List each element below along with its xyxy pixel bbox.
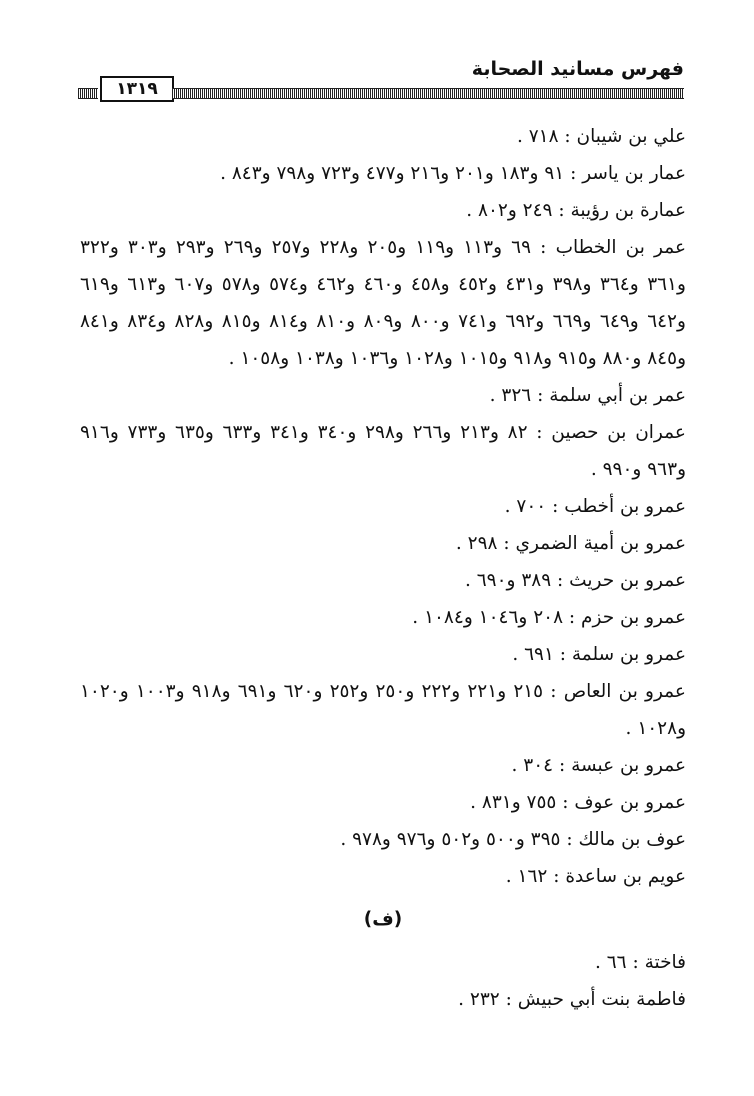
- entry-separator: :: [552, 200, 571, 221]
- entry-separator: :: [564, 163, 583, 184]
- index-entry: [80, 673, 686, 747]
- entry-separator: :: [556, 792, 575, 813]
- index-entry: [80, 118, 686, 155]
- entry-separator: :: [546, 496, 565, 517]
- entry-refs: ٢٤٩ و٨٠٢ .: [466, 200, 553, 221]
- entry-refs: ٧٠٠ .: [504, 496, 547, 517]
- entry-refs: ٣٢٦ .: [489, 385, 532, 406]
- header-rule: [172, 88, 684, 99]
- index-entry: [80, 599, 686, 636]
- entries-before: [80, 118, 686, 895]
- index-entry: [80, 747, 686, 784]
- entry-refs: ٢١٥ و٢٢١ و٢٢٢ و٢٥٠ و٢٥٢ و٦٢٠ و٦٩١ و٩١٨ و١٠٠٣ و١٠٢٠ و١٠٢٨ .: [80, 681, 686, 739]
- entry-separator: :: [551, 570, 570, 591]
- entries-after: [80, 944, 686, 1018]
- index-entry: [80, 981, 686, 1018]
- entry-separator: :: [527, 422, 552, 443]
- entry-refs: ٩١ و١٨٣ و٢٠١ و٢١٦ و٤٧٧ و٧٢٣ و٧٩٨ و٨٤٣ .: [220, 163, 565, 184]
- entry-name: عمرو بن سلمة: [571, 644, 686, 665]
- entry-separator: :: [499, 989, 518, 1010]
- entry-separator: :: [626, 952, 645, 973]
- section-letter: (ف): [363, 909, 403, 930]
- entry-separator: :: [553, 644, 572, 665]
- entry-name: فاطمة بنت أبي حبيش: [517, 989, 686, 1010]
- index-entry: [80, 488, 686, 525]
- entry-name: عمرو بن حزم: [581, 607, 686, 628]
- entry-refs: ٣٩٥ و٥٠٠ و٥٠٢ و٩٧٦ و٩٧٨ .: [340, 829, 561, 850]
- header-rule-left: [78, 88, 98, 99]
- index-entry: [80, 377, 686, 414]
- index-entry: [80, 525, 686, 562]
- entry-name: عويم بن ساعدة: [565, 866, 686, 887]
- entry-refs: ٧٥٥ و٨٣١ .: [470, 792, 557, 813]
- entry-name: عمر بن الخطاب: [555, 237, 686, 258]
- entry-name: علي بن شيبان: [576, 126, 686, 147]
- entry-name: عمرو بن أخطب: [564, 496, 686, 517]
- entry-name: عمرو بن العاص: [563, 681, 686, 702]
- entry-separator: :: [547, 866, 566, 887]
- entry-name: عمرو بن أمية الضمري: [515, 533, 686, 554]
- entry-separator: :: [553, 755, 572, 776]
- running-title: فهرس مسانيد الصحابة: [471, 58, 684, 80]
- entry-refs: ٦٩١ .: [512, 644, 554, 665]
- entry-name: عمران بن حصين: [551, 422, 686, 443]
- entry-refs: ٣٠٤ .: [511, 755, 554, 776]
- index-entry: [80, 414, 686, 488]
- index-content: [80, 118, 686, 1018]
- entry-name: عمار بن ياسر: [582, 163, 686, 184]
- index-entry: [80, 821, 686, 858]
- page-number: ١٣١٩: [100, 76, 174, 102]
- entry-refs: ٧١٨ .: [516, 126, 559, 147]
- entry-name: عمرو بن حريث: [569, 570, 686, 591]
- page-header: [78, 58, 684, 102]
- entry-name: عمر بن أبي سلمة: [549, 385, 686, 406]
- entry-refs: ٢٩٨ .: [455, 533, 498, 554]
- entry-name: عمارة بن رؤيبة: [570, 200, 686, 221]
- index-entry: [80, 192, 686, 229]
- entry-refs: ٦٦ .: [594, 952, 627, 973]
- entry-refs: ٢٠٨ و١٠٤٦ و١٠٨٤ .: [412, 607, 564, 628]
- entry-separator: :: [558, 126, 577, 147]
- index-entry: [80, 562, 686, 599]
- entry-name: عمرو بن عوف: [574, 792, 686, 813]
- entry-name: فاختة: [644, 952, 686, 973]
- entry-separator: :: [531, 385, 550, 406]
- entry-separator: :: [497, 533, 516, 554]
- index-entry: [80, 229, 686, 377]
- entry-name: عوف بن مالك: [578, 829, 686, 850]
- entry-separator: :: [563, 607, 582, 628]
- index-entry: [80, 155, 686, 192]
- entry-refs: ١٦٢ .: [505, 866, 548, 887]
- entry-refs: ٣٨٩ و٦٩٠ .: [464, 570, 552, 591]
- index-entry: [80, 944, 686, 981]
- index-entry: [80, 858, 686, 895]
- entry-separator: :: [560, 829, 579, 850]
- index-entry: [80, 784, 686, 821]
- entry-refs: ٢٣٢ .: [458, 989, 500, 1010]
- entry-refs: ٨٢ و٢١٣ و٢٦٦ و٢٩٨ و٣٤٠ و٣٤١ و٦٣٣ و٦٣٥ و٧٣٣ و٩١٦ و٩٦٣ و٩٩٠ .: [80, 422, 686, 480]
- entry-refs: ٦٩ و١١٣ و١١٩ و٢٠٥ و٢٢٨ و٢٥٧ و٢٦٩ و٢٩٣ و٣٠٣ و٣٢٢ و٣٦١ و٣٦٤ و٣٩٨ و٤٣١ و٤٥٢ و٤٥٨ و٤٦٠ و٤٦٢ و٥٧٤ و٥٧٨ و٦٠٧ و٦١٣ و٦١٩ و٦٤٢ و٦٤٩ و٦٦٩ و٦٩٢ و٧٤١ و٨٠٠ و٨٠٩ و٨١٠ و٨١٤ و٨١٥ و٨٢٨ و٨٣٤ و٨٤١ و٨٤٥ و٨٨٠ و٩١٥ و٩١٨ و١٠١٥ و١٠٢٨ و١٠٣٦ و١٠٣٨ و١٠٥٨ .: [80, 237, 686, 369]
- entry-separator: :: [531, 237, 556, 258]
- index-entry: [80, 636, 686, 673]
- entry-separator: :: [543, 681, 564, 702]
- entry-name: عمرو بن عبسة: [571, 755, 686, 776]
